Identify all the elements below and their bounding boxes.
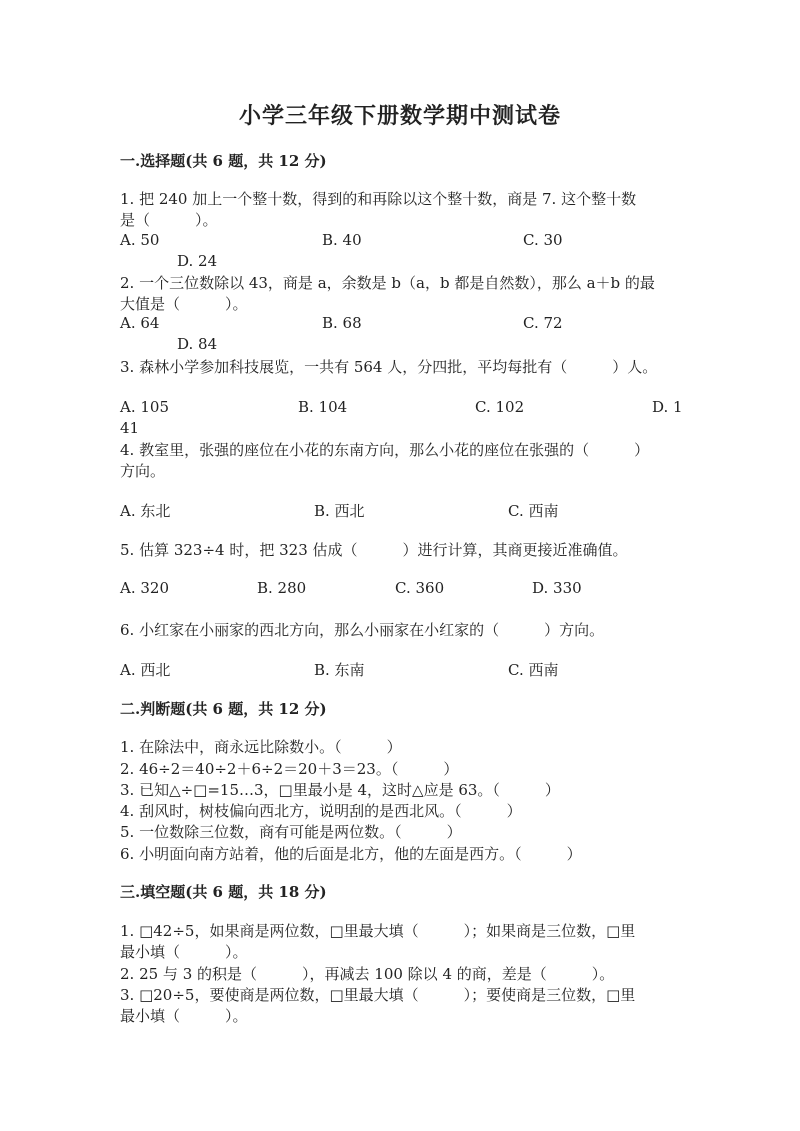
q4-option-b: B. 西北 (314, 502, 365, 520)
q6-text-line1: 6. 小红家在小丽家的西北方向，那么小丽家在小红家的（ ）方向。 (120, 621, 605, 639)
q4-text-line2: 方向。 (120, 462, 166, 480)
fill-line-4: 3. □20÷5，要使商是两位数，□里最大填（ ）；要使商是三位数，□里 (120, 986, 636, 1004)
q1-option-a: A. 50 (120, 231, 160, 249)
fill-line-3: 2. 25 与 3 的积是（ ），再减去 100 除以 4 的商，差是（ ）。 (120, 965, 615, 983)
q5-option-b: B. 280 (257, 579, 307, 597)
q6-option-c: C. 西南 (508, 661, 559, 679)
q3-text-line1: 3. 森林小学参加科技展览，一共有 564 人，分四批，平均每批有（ ）人。 (120, 358, 658, 376)
q2-option-d: D. 84 (177, 335, 218, 353)
q5-text-line1: 5. 估算 323÷4 时，把 323 估成（ ）进行计算，其商更接近准确值。 (120, 541, 628, 559)
section-1-heading: 一.选择题(共 6 题，共 12 分) (120, 152, 327, 170)
q1-text-line1: 1. 把 240 加上一个整十数，得到的和再除以这个整十数，商是 7. 这个整十数 (120, 190, 637, 208)
page-title: 小学三年级下册数学期中测试卷 (238, 103, 561, 129)
q6-option-a: A. 西北 (120, 661, 171, 679)
q3-option-c: C. 102 (475, 398, 525, 416)
q2-option-c: C. 72 (523, 314, 563, 332)
q4-option-c: C. 西南 (508, 502, 559, 520)
q1-option-d: D. 24 (177, 252, 218, 270)
q2-option-b: B. 68 (322, 314, 362, 332)
judge-item-5: 5. 一位数除三位数，商有可能是两位数。（ ） (120, 823, 462, 841)
fill-line-5: 最小填（ ）。 (120, 1007, 248, 1025)
q1-option-c: C. 30 (523, 231, 563, 249)
q6-option-b: B. 东南 (314, 661, 365, 679)
judge-item-2: 2. 46÷2＝40÷2＋6÷2＝20＋3＝23。（ ） (120, 760, 459, 778)
judge-item-4: 4. 刮风时，树枝偏向西北方，说明刮的是西北风。（ ） (120, 802, 522, 820)
q5-option-a: A. 320 (120, 579, 169, 597)
q4-text-line1: 4. 教室里，张强的座位在小花的东南方向，那么小花的座位在张强的（ ） (120, 441, 650, 459)
q3-option-a: A. 105 (120, 398, 169, 416)
q3-option-d: D. 1 (652, 398, 683, 416)
section-3-heading: 三.填空题(共 6 题，共 18 分) (120, 883, 327, 901)
q1-option-b: B. 40 (322, 231, 362, 249)
q1-text-line2: 是（ ）。 (120, 211, 218, 229)
judge-item-3: 3. 已知△÷□=15…3，□里最小是 4，这时△应是 63。（ ） (120, 781, 560, 799)
fill-line-1: 1. □42÷5，如果商是两位数，□里最大填（ ）；如果商是三位数，□里 (120, 922, 636, 940)
q5-option-d: D. 330 (532, 579, 582, 597)
q2-text-line2: 大值是（ ）。 (120, 295, 248, 313)
section-2-heading: 二.判断题(共 6 题，共 12 分) (120, 700, 327, 718)
judge-item-6: 6. 小明面向南方站着，他的后面是北方，他的左面是西方。（ ） (120, 845, 582, 863)
q2-option-a: A. 64 (120, 314, 160, 332)
judge-item-1: 1. 在除法中，商永远比除数小。（ ） (120, 738, 402, 756)
q2-text-line1: 2. 一个三位数除以 43，商是 a，余数是 b（a，b 都是自然数），那么 a＋b 的最 (120, 274, 655, 292)
q3-option-b: B. 104 (298, 398, 348, 416)
q4-option-a: A. 东北 (120, 502, 171, 520)
fill-line-2: 最小填（ ）。 (120, 943, 248, 961)
q5-option-c: C. 360 (395, 579, 445, 597)
q3-option-d-wrap: 41 (120, 419, 140, 437)
